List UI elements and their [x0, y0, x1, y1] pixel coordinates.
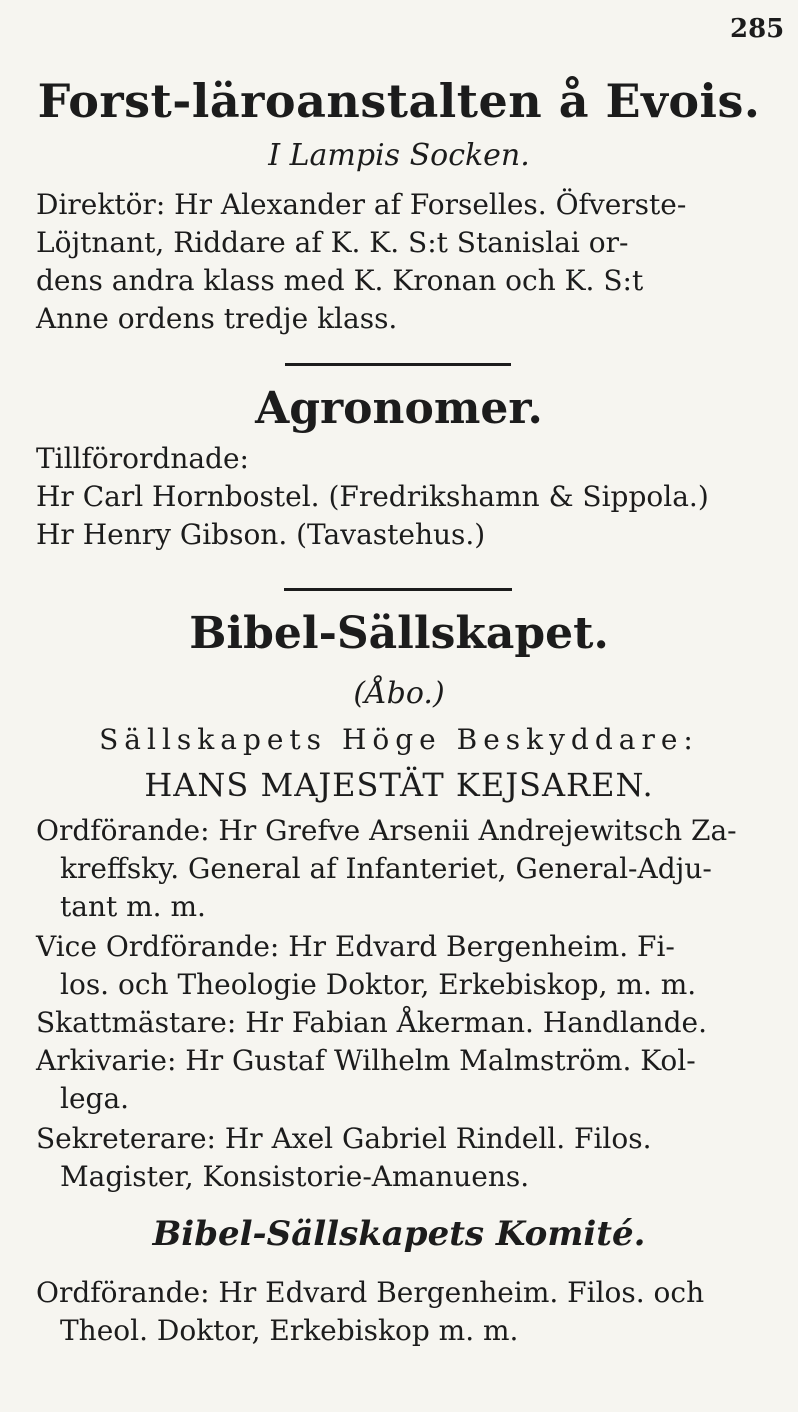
divider-rule	[284, 588, 512, 591]
text-line: lega.	[60, 1082, 130, 1115]
text-line: Hr Henry Gibson. (Tavastehus.)	[36, 518, 486, 551]
text-line: Sekreterare: Hr Axel Gabriel Rindell. Filos.	[36, 1122, 652, 1155]
text-line: Magister, Konsistorie-Amanuens.	[60, 1160, 530, 1193]
text-line: los. och Theologie Doktor, Erkebiskop, m. m.	[60, 968, 697, 1001]
text-line: Theol. Doktor, Erkebiskop m. m.	[60, 1314, 519, 1347]
text-line: kreffsky. General af Infanteriet, General-Adju-	[60, 852, 712, 885]
text-line: Arkivarie: Hr Gustaf Wilhelm Malmström. Kol-	[36, 1044, 696, 1077]
section-subtitle-abo: (Åbo.)	[353, 676, 445, 711]
page-number: 285	[730, 14, 785, 44]
text-line: Hr Carl Hornbostel. (Fredrikshamn & Sippola.)	[36, 480, 709, 513]
section-title-forst: Forst-läroanstalten å Evois.	[37, 74, 761, 128]
section-title-bibel: Bibel-Sällskapet.	[189, 608, 609, 659]
text-line: Tillförordnade:	[36, 442, 249, 475]
divider-rule	[285, 363, 511, 366]
text-line: dens andra klass med K. Kronan och K. S:t	[36, 264, 644, 297]
protector-label: Sällskapets Höge Beskyddare:	[99, 723, 699, 756]
section-title-agronomer: Agronomer.	[255, 383, 543, 434]
section-subtitle-forst: I Lampis Socken.	[268, 138, 530, 173]
text-line: Löjtnant, Riddare af K. K. S:t Stanislai or-	[36, 226, 629, 259]
section-title-komite: Bibel-Sällskapets Komité.	[152, 1214, 646, 1254]
text-line: Ordförande: Hr Grefve Arsenii Andrejewitsch Za-	[36, 814, 737, 847]
text-line: Anne ordens tredje klass.	[36, 302, 398, 335]
text-line: Ordförande: Hr Edvard Bergenheim. Filos. och	[36, 1276, 705, 1309]
text-line: tant m. m.	[60, 890, 206, 923]
protector-name: HANS MAJESTÄT KEJSAREN.	[144, 766, 654, 804]
text-line: Skattmästare: Hr Fabian Åkerman. Handlande.	[36, 1006, 707, 1039]
text-line: Direktör: Hr Alexander af Forselles. Öfverste-	[36, 188, 687, 221]
text-line: Vice Ordförande: Hr Edvard Bergenheim. Fi-	[36, 930, 675, 963]
